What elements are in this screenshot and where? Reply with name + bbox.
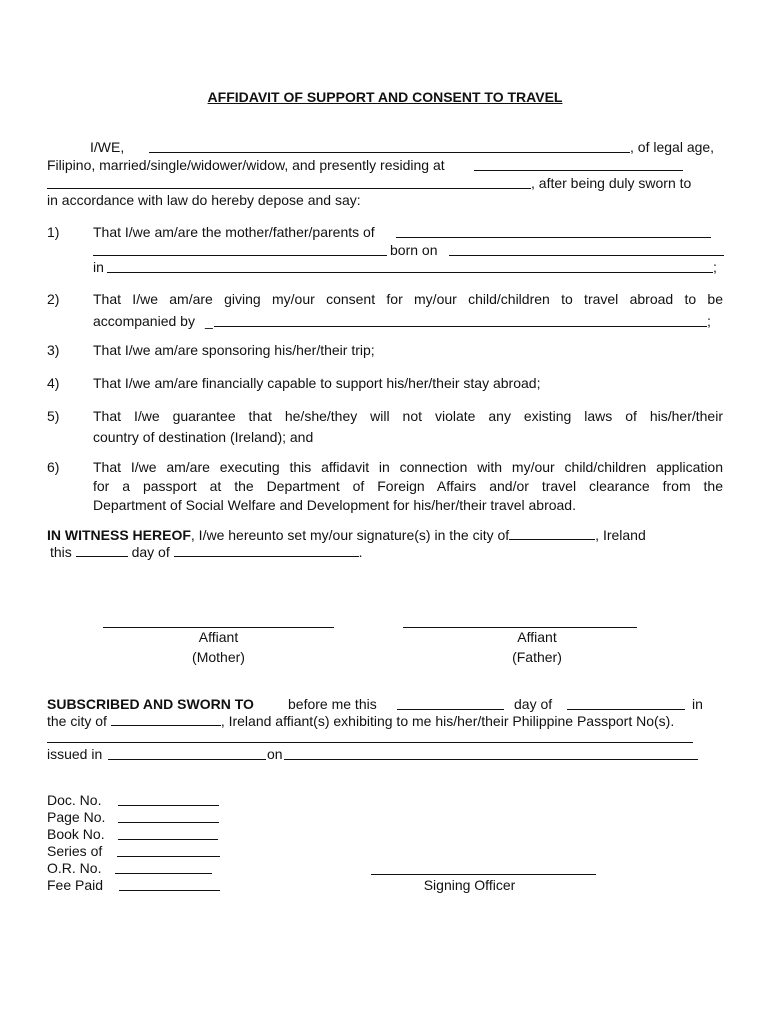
issued-in-field[interactable]	[108, 759, 266, 760]
item-1-text: That I/we am/are the mother/father/parents of	[93, 224, 375, 240]
sworn-month-field[interactable]	[567, 709, 685, 710]
item-2-accompanied: accompanied by	[93, 313, 195, 329]
mother-affiant-label: Affiant	[198, 629, 239, 645]
item-2-semicolon: ;	[707, 313, 711, 329]
witness-city-field[interactable]	[509, 527, 595, 540]
intro-legal-age: , of legal age,	[630, 139, 715, 155]
item-1-in: in	[93, 259, 104, 275]
witness-heading: IN WITNESS HEREOF	[47, 527, 191, 543]
item-number: 1)	[47, 224, 60, 240]
sworn-day-field[interactable]	[397, 709, 504, 710]
mother-label: (Mother)	[192, 649, 245, 665]
residence-field-1[interactable]	[474, 170, 683, 171]
or-no-label: O.R. No.	[47, 860, 102, 876]
item-4-text: That I/we am/are financially capable to support his/her/their stay abroad;	[93, 375, 541, 391]
witness-paragraph	[47, 527, 646, 543]
item-6-text-cont: for a passport at the Department of Foreign Affairs and/or travel clearance from the	[93, 478, 723, 494]
witness-period: .	[358, 544, 363, 560]
intro-sworn-text: , after being duly sworn to	[531, 175, 692, 191]
signing-officer-label: Signing Officer	[423, 877, 516, 893]
book-no-label: Book No.	[47, 826, 105, 842]
witness-date-line	[50, 544, 363, 560]
item-2-underscore: _	[205, 313, 213, 329]
child-name-field-1[interactable]	[396, 237, 711, 238]
or-no-field[interactable]	[115, 873, 212, 874]
father-signature-line[interactable]	[403, 627, 637, 628]
birth-place-field[interactable]	[107, 272, 713, 273]
witness-this: this	[50, 544, 72, 560]
doc-no-label: Doc. No.	[47, 792, 102, 808]
series-of-field[interactable]	[117, 856, 220, 857]
issued-in-label: issued in	[47, 746, 103, 762]
series-of-label: Series of	[47, 843, 103, 859]
witness-text: , I/we hereunto set my/our signature(s) in the city of	[190, 527, 510, 543]
intro-depose-text: in accordance with law do hereby depose and say:	[47, 192, 361, 208]
mother-signature-line[interactable]	[103, 627, 334, 628]
witness-day-of: day of	[131, 544, 170, 560]
intro-iwe-label: I/WE,	[90, 139, 125, 155]
intro-residing-text: Filipino, married/single/widower/widow, and presently residing at	[47, 157, 445, 173]
item-number: 2)	[47, 291, 60, 307]
sworn-in: in	[692, 696, 703, 712]
doc-no-field[interactable]	[118, 805, 219, 806]
item-3-text: That I/we am/are sponsoring his/her/their trip;	[93, 342, 375, 358]
affiant-names-field[interactable]	[149, 152, 630, 153]
item-number: 4)	[47, 375, 60, 391]
page-no-field[interactable]	[118, 822, 219, 823]
issued-on-field[interactable]	[284, 759, 698, 760]
father-label: (Father)	[512, 649, 562, 665]
sworn-city-of: the city of	[47, 713, 107, 729]
item-number: 5)	[47, 408, 60, 424]
passport-number-field[interactable]	[47, 742, 693, 743]
fee-paid-field[interactable]	[119, 890, 220, 891]
item-5-text-cont: country of destination (Ireland); and	[93, 429, 314, 445]
sworn-heading: SUBSCRIBED AND SWORN TO	[47, 696, 254, 712]
item-1-born-on: born on	[390, 242, 438, 258]
item-6-text-cont-2: Department of Social Welfare and Development for his/her/their travel abroad.	[93, 497, 576, 513]
sworn-day-of: day of	[514, 696, 553, 712]
page-title: AFFIDAVIT OF SUPPORT AND CONSENT TO TRAVEL	[207, 89, 563, 105]
father-affiant-label: Affiant	[517, 629, 557, 645]
book-no-field[interactable]	[118, 839, 218, 840]
witness-day-field[interactable]	[76, 544, 128, 557]
witness-ireland: , Ireland	[595, 527, 646, 543]
issued-on-label: on	[267, 746, 283, 762]
item-5-text: That I/we guarantee that he/she/they will not violate any existing laws of his/her/their	[93, 408, 723, 424]
signing-officer-line[interactable]	[371, 874, 596, 875]
sworn-city-line	[47, 713, 674, 729]
sworn-passport-text: , Ireland affiant(s) exhibiting to me his/her/their Philippine Passport No(s).	[220, 713, 675, 729]
page-no-label: Page No.	[47, 809, 106, 825]
item-6-text: That I/we am/are executing this affidavit in connection with my/our child/children application	[93, 459, 723, 475]
item-number: 3)	[47, 342, 60, 358]
sworn-city-field[interactable]	[111, 713, 221, 726]
birth-date-field[interactable]	[449, 255, 724, 256]
item-number: 6)	[47, 459, 60, 475]
fee-paid-label: Fee Paid	[47, 877, 104, 893]
witness-month-field[interactable]	[174, 544, 359, 557]
item-2-text: That I/we am/are giving my/our consent for my/our child/children to travel abroad to be	[93, 291, 723, 307]
item-1-semicolon: ;	[713, 259, 717, 275]
sworn-before: before me this	[288, 696, 377, 712]
residence-field-2[interactable]	[47, 188, 531, 189]
companion-name-field[interactable]	[214, 326, 707, 327]
child-name-field-2[interactable]	[93, 255, 387, 256]
